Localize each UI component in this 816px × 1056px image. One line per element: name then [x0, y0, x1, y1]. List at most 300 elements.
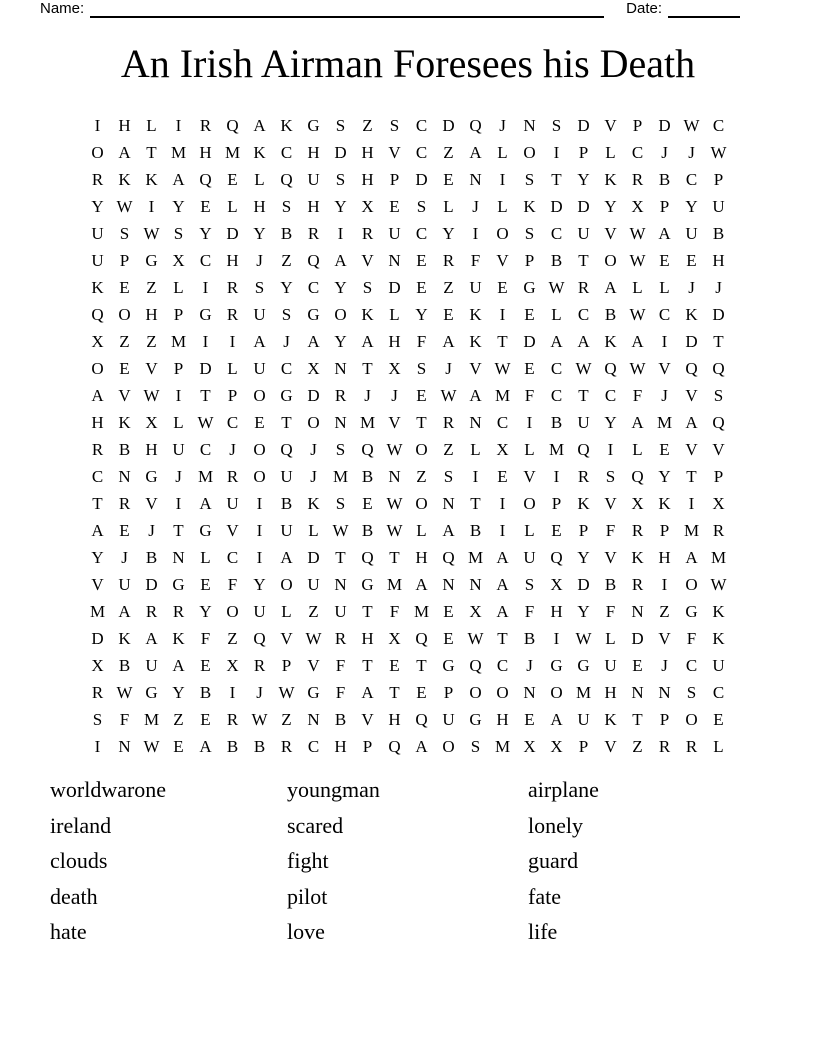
grid-letter: X	[631, 493, 644, 513]
grid-letter: S	[362, 277, 373, 297]
grid-letter: T	[362, 358, 373, 378]
grid-letter: A	[469, 385, 482, 405]
word-list-item: fate	[528, 883, 561, 909]
grid-letter: Z	[281, 250, 292, 270]
grid-letter: L	[470, 439, 481, 459]
grid-letter: D	[550, 196, 563, 216]
grid-letter: Z	[443, 142, 454, 162]
grid-letter: W	[386, 439, 403, 459]
grid-letter: E	[443, 169, 454, 189]
grid-letter: B	[604, 304, 617, 324]
grid-letter: Q	[280, 169, 293, 189]
grid-letter: L	[173, 277, 184, 297]
grid-letter: Y	[658, 466, 671, 486]
grid-letter: U	[307, 574, 320, 594]
grid-letter: E	[659, 250, 670, 270]
grid-letter: V	[307, 655, 320, 675]
grid-letter: C	[307, 736, 320, 756]
grid-letter: Q	[415, 709, 428, 729]
grid-letter: M	[89, 601, 106, 621]
grid-letter: R	[442, 412, 455, 432]
word-list-item: life	[528, 919, 558, 944]
grid-letter: I	[229, 682, 236, 702]
grid-letter: D	[145, 574, 158, 594]
grid-letter: Q	[280, 439, 293, 459]
grid-letter: N	[442, 493, 455, 513]
grid-letter: I	[472, 223, 479, 243]
grid-letter: I	[526, 412, 533, 432]
grid-letter: A	[442, 520, 455, 540]
grid-letter: A	[172, 655, 185, 675]
grid-letter: E	[119, 277, 130, 297]
grid-letter: U	[577, 412, 590, 432]
grid-letter: D	[199, 358, 212, 378]
grid-letter: X	[496, 439, 509, 459]
grid-letter: Y	[604, 196, 617, 216]
grid-letter: K	[91, 277, 104, 297]
grid-letter: E	[200, 196, 211, 216]
grid-letter: Q	[91, 304, 104, 324]
grid-letter: J	[688, 142, 695, 162]
grid-letter: H	[226, 250, 239, 270]
grid-letter: J	[256, 250, 263, 270]
grid-letter: U	[712, 196, 725, 216]
grid-letter: S	[524, 223, 535, 243]
grid-letter: H	[145, 304, 158, 324]
grid-letter: H	[307, 196, 320, 216]
grid-letter: L	[389, 304, 400, 324]
grid-letter: I	[553, 466, 560, 486]
grid-letter: J	[364, 385, 371, 405]
grid-letter: R	[226, 709, 239, 729]
grid-letter: R	[199, 115, 212, 135]
grid-letter: B	[280, 223, 293, 243]
grid-letter: S	[524, 169, 535, 189]
grid-letter: V	[118, 385, 131, 405]
grid-letter: F	[524, 601, 535, 621]
grid-letter: S	[470, 736, 481, 756]
grid-letter: X	[226, 655, 239, 675]
grid-letter: E	[119, 520, 130, 540]
grid-letter: H	[712, 250, 725, 270]
grid-letter: L	[551, 304, 562, 324]
grid-letter: N	[172, 547, 185, 567]
grid-letter: N	[442, 574, 455, 594]
grid-letter: G	[145, 466, 158, 486]
grid-letter: I	[499, 520, 506, 540]
grid-letter: G	[307, 115, 320, 135]
grid-letter: V	[604, 493, 617, 513]
grid-letter: Z	[443, 277, 454, 297]
grid-letter: D	[658, 115, 671, 135]
grid-letter: A	[604, 277, 617, 297]
grid-letter: G	[523, 277, 536, 297]
grid-letter: C	[199, 250, 212, 270]
grid-letter: X	[172, 250, 185, 270]
grid-letter: A	[631, 331, 644, 351]
grid-letter: A	[496, 574, 509, 594]
grid-letter: S	[335, 493, 346, 513]
grid-letter: G	[172, 574, 185, 594]
grid-letter: V	[280, 628, 293, 648]
grid-letter: S	[254, 277, 265, 297]
grid-letter: A	[631, 412, 644, 432]
word-search-grid	[84, 112, 732, 760]
grid-letter: O	[469, 682, 482, 702]
grid-letter: J	[526, 655, 533, 675]
grid-letter: I	[607, 439, 614, 459]
grid-letter: R	[631, 574, 644, 594]
grid-letter: P	[713, 466, 724, 486]
grid-letter: N	[388, 466, 401, 486]
grid-letter: Y	[415, 304, 428, 324]
grid-letter: T	[497, 628, 508, 648]
grid-letter: O	[523, 493, 536, 513]
grid-letter: Y	[604, 412, 617, 432]
grid-letter: Y	[91, 196, 104, 216]
grid-letter: O	[442, 736, 455, 756]
grid-letter: T	[389, 547, 400, 567]
grid-letter: A	[550, 709, 563, 729]
word-list-item: worldwarone	[50, 777, 167, 802]
grid-letter: L	[632, 277, 643, 297]
grid-letter: Q	[307, 250, 320, 270]
grid-letter: M	[413, 601, 430, 621]
grid-letter: E	[200, 655, 211, 675]
grid-letter: F	[335, 682, 346, 702]
grid-letter: I	[94, 115, 101, 135]
grid-letter: X	[91, 655, 104, 675]
grid-letter: W	[629, 304, 646, 324]
grid-letter: I	[148, 196, 155, 216]
grid-letter: Z	[443, 439, 454, 459]
grid-letter: T	[578, 250, 589, 270]
grid-letter: T	[92, 493, 103, 513]
grid-letter: C	[550, 385, 563, 405]
grid-letter: W	[575, 628, 592, 648]
grid-letter: F	[389, 601, 400, 621]
grid-letter: R	[91, 169, 104, 189]
grid-letter: Y	[685, 196, 698, 216]
grid-letter: B	[712, 223, 725, 243]
grid-letter: D	[577, 115, 590, 135]
grid-letter: Q	[469, 655, 482, 675]
grid-letter: R	[91, 682, 104, 702]
grid-letter: J	[256, 682, 263, 702]
grid-letter: W	[143, 736, 160, 756]
grid-letter: N	[334, 412, 347, 432]
grid-letter: C	[91, 466, 104, 486]
grid-letter: I	[175, 115, 182, 135]
grid-letter: H	[145, 439, 158, 459]
grid-letter: T	[686, 466, 697, 486]
grid-letter: Q	[415, 628, 428, 648]
grid-letter: Z	[227, 628, 238, 648]
grid-letter: K	[604, 331, 617, 351]
grid-letter: J	[148, 520, 155, 540]
grid-letter: C	[226, 547, 239, 567]
grid-letter: Q	[631, 466, 644, 486]
grid-letter: I	[175, 493, 182, 513]
grid-letter: S	[119, 223, 130, 243]
grid-letter: U	[523, 547, 536, 567]
grid-letter: G	[442, 655, 455, 675]
grid-letter: O	[253, 439, 266, 459]
grid-letter: M	[170, 142, 187, 162]
grid-letter: Y	[253, 223, 266, 243]
grid-letter: O	[334, 304, 347, 324]
grid-letter: I	[499, 169, 506, 189]
grid-letter: S	[281, 196, 292, 216]
grid-letter: U	[334, 601, 347, 621]
grid-letter: J	[445, 358, 452, 378]
date-label: Date:	[626, 0, 662, 17]
grid-letter: H	[91, 412, 104, 432]
grid-letter: F	[524, 385, 535, 405]
grid-letter: Q	[253, 628, 266, 648]
grid-letter: P	[713, 169, 724, 189]
grid-letter: V	[145, 358, 158, 378]
grid-letter: R	[361, 223, 374, 243]
grid-letter: L	[605, 628, 616, 648]
grid-letter: K	[307, 493, 320, 513]
grid-letter: B	[280, 493, 293, 513]
grid-letter: H	[604, 682, 617, 702]
grid-letter: H	[334, 736, 347, 756]
grid-letter: C	[604, 385, 617, 405]
grid-letter: S	[551, 115, 562, 135]
grid-letter: V	[604, 223, 617, 243]
grid-letter: H	[415, 547, 428, 567]
grid-letter: O	[415, 439, 428, 459]
grid-letter: D	[307, 547, 320, 567]
grid-letter: F	[200, 628, 211, 648]
grid-letter: O	[253, 385, 266, 405]
grid-letter: I	[202, 331, 209, 351]
grid-letter: N	[118, 736, 131, 756]
grid-letter: E	[497, 466, 508, 486]
grid-letter: A	[118, 601, 131, 621]
grid-letter: C	[631, 142, 644, 162]
grid-letter: T	[416, 655, 427, 675]
grid-letter: M	[143, 709, 160, 729]
grid-letter: G	[280, 385, 293, 405]
word-list-item: youngman	[287, 777, 380, 802]
grid-letter: E	[227, 169, 238, 189]
grid-letter: A	[253, 115, 266, 135]
grid-letter: U	[712, 655, 725, 675]
grid-letter: N	[307, 709, 320, 729]
grid-letter: Y	[199, 223, 212, 243]
grid-letter: J	[688, 277, 695, 297]
word-list-column	[528, 772, 776, 950]
grid-letter: Q	[550, 547, 563, 567]
grid-letter: I	[688, 493, 695, 513]
word-list-column	[50, 772, 287, 950]
grid-letter: K	[604, 709, 617, 729]
grid-letter: C	[550, 358, 563, 378]
grid-letter: V	[658, 628, 671, 648]
grid-letter: Y	[172, 682, 185, 702]
grid-letter: Q	[361, 547, 374, 567]
grid-letter: S	[335, 115, 346, 135]
grid-letter: B	[550, 250, 563, 270]
grid-letter: E	[524, 709, 535, 729]
grid-letter: F	[605, 520, 616, 540]
grid-letter: U	[307, 169, 320, 189]
grid-letter: V	[685, 439, 698, 459]
grid-letter: K	[118, 412, 131, 432]
grid-letter: I	[499, 304, 506, 324]
grid-letter: T	[362, 601, 373, 621]
grid-letter: P	[659, 196, 670, 216]
grid-letter: W	[116, 196, 133, 216]
grid-letter: N	[523, 115, 536, 135]
grid-letter: B	[145, 547, 158, 567]
grid-letter: Y	[253, 574, 266, 594]
grid-letter: L	[443, 196, 454, 216]
grid-letter: U	[145, 655, 158, 675]
grid-letter: V	[361, 250, 374, 270]
grid-letter: Y	[577, 601, 590, 621]
grid-letter: P	[173, 304, 184, 324]
grid-letter: X	[361, 196, 374, 216]
word-list-item: ireland	[50, 812, 112, 838]
grid-letter: O	[496, 682, 509, 702]
grid-letter: A	[442, 331, 455, 351]
grid-letter: A	[280, 547, 293, 567]
grid-letter: S	[686, 682, 697, 702]
grid-letter: A	[199, 736, 212, 756]
grid-letter: K	[118, 628, 131, 648]
grid-letter: V	[604, 736, 617, 756]
grid-letter: Z	[416, 466, 427, 486]
grid-letter: Q	[361, 439, 374, 459]
grid-letter: Y	[199, 601, 212, 621]
grid-letter: C	[226, 412, 239, 432]
grid-letter: W	[629, 223, 646, 243]
grid-letter: J	[391, 385, 398, 405]
grid-letter: W	[548, 277, 565, 297]
grid-letter: L	[173, 412, 184, 432]
grid-letter: Q	[577, 439, 590, 459]
grid-letter: A	[469, 142, 482, 162]
grid-letter: V	[496, 250, 509, 270]
grid-letter: O	[550, 682, 563, 702]
grid-letter: L	[497, 196, 508, 216]
grid-letter: B	[361, 466, 374, 486]
grid-letter: F	[335, 655, 346, 675]
grid-letter: P	[389, 169, 400, 189]
grid-letter: Z	[119, 331, 130, 351]
grid-letter: S	[713, 385, 724, 405]
grid-letter: D	[577, 574, 590, 594]
grid-letter: W	[386, 520, 403, 540]
grid-letter: H	[253, 196, 266, 216]
grid-letter: M	[494, 736, 511, 756]
grid-letter: K	[658, 493, 671, 513]
grid-letter: E	[173, 736, 184, 756]
grid-letter: B	[361, 520, 374, 540]
grid-letter: R	[172, 601, 185, 621]
grid-letter: J	[310, 466, 317, 486]
grid-letter: M	[332, 466, 349, 486]
grid-letter: H	[118, 115, 131, 135]
grid-letter: B	[253, 736, 266, 756]
grid-letter: O	[118, 304, 131, 324]
grid-letter: P	[578, 142, 589, 162]
grid-letter: K	[631, 547, 644, 567]
grid-letter: V	[685, 385, 698, 405]
grid-letter: L	[497, 142, 508, 162]
grid-letter: A	[685, 412, 698, 432]
grid-letter: A	[361, 331, 374, 351]
grid-letter: U	[118, 574, 131, 594]
grid-letter: F	[119, 709, 130, 729]
grid-letter: A	[91, 385, 104, 405]
grid-letter: L	[308, 520, 319, 540]
grid-letter: N	[118, 466, 131, 486]
grid-letter: H	[388, 709, 401, 729]
grid-letter: P	[173, 358, 184, 378]
grid-letter: L	[227, 358, 238, 378]
grid-letter: J	[499, 115, 506, 135]
grid-letter: I	[94, 736, 101, 756]
grid-letter: Z	[308, 601, 319, 621]
grid-letter: E	[416, 277, 427, 297]
grid-letter: P	[659, 520, 670, 540]
grid-letter: A	[361, 682, 374, 702]
grid-letter: Z	[281, 709, 292, 729]
grid-letter: X	[388, 358, 401, 378]
grid-letter: L	[524, 520, 535, 540]
grid-letter: A	[577, 331, 590, 351]
grid-letter: R	[577, 277, 590, 297]
grid-letter: R	[658, 736, 671, 756]
grid-letter: C	[577, 304, 590, 324]
grid-letter: S	[335, 439, 346, 459]
grid-letter: O	[685, 709, 698, 729]
grid-letter: W	[386, 493, 403, 513]
grid-letter: H	[361, 142, 374, 162]
grid-letter: J	[175, 466, 182, 486]
grid-letter: T	[173, 520, 184, 540]
grid-letter: Z	[362, 115, 373, 135]
grid-letter: P	[281, 655, 292, 675]
grid-letter: K	[712, 601, 725, 621]
word-list	[50, 772, 776, 950]
grid-letter: S	[605, 466, 616, 486]
grid-letter: H	[550, 601, 563, 621]
grid-letter: K	[685, 304, 698, 324]
grid-letter: A	[253, 331, 266, 351]
grid-letter: O	[604, 250, 617, 270]
grid-letter: T	[335, 547, 346, 567]
grid-letter: J	[661, 385, 668, 405]
grid-letter: D	[712, 304, 725, 324]
grid-letter: J	[661, 655, 668, 675]
grid-letter: C	[496, 412, 509, 432]
grid-letter: L	[146, 115, 157, 135]
word-list-item: pilot	[287, 883, 328, 909]
grid-letter: R	[685, 736, 698, 756]
grid-letter: L	[524, 439, 535, 459]
grid-letter: F	[605, 601, 616, 621]
grid-letter: E	[416, 250, 427, 270]
grid-letter: C	[415, 223, 428, 243]
grid-letter: T	[146, 142, 157, 162]
grid-letter: T	[389, 682, 400, 702]
